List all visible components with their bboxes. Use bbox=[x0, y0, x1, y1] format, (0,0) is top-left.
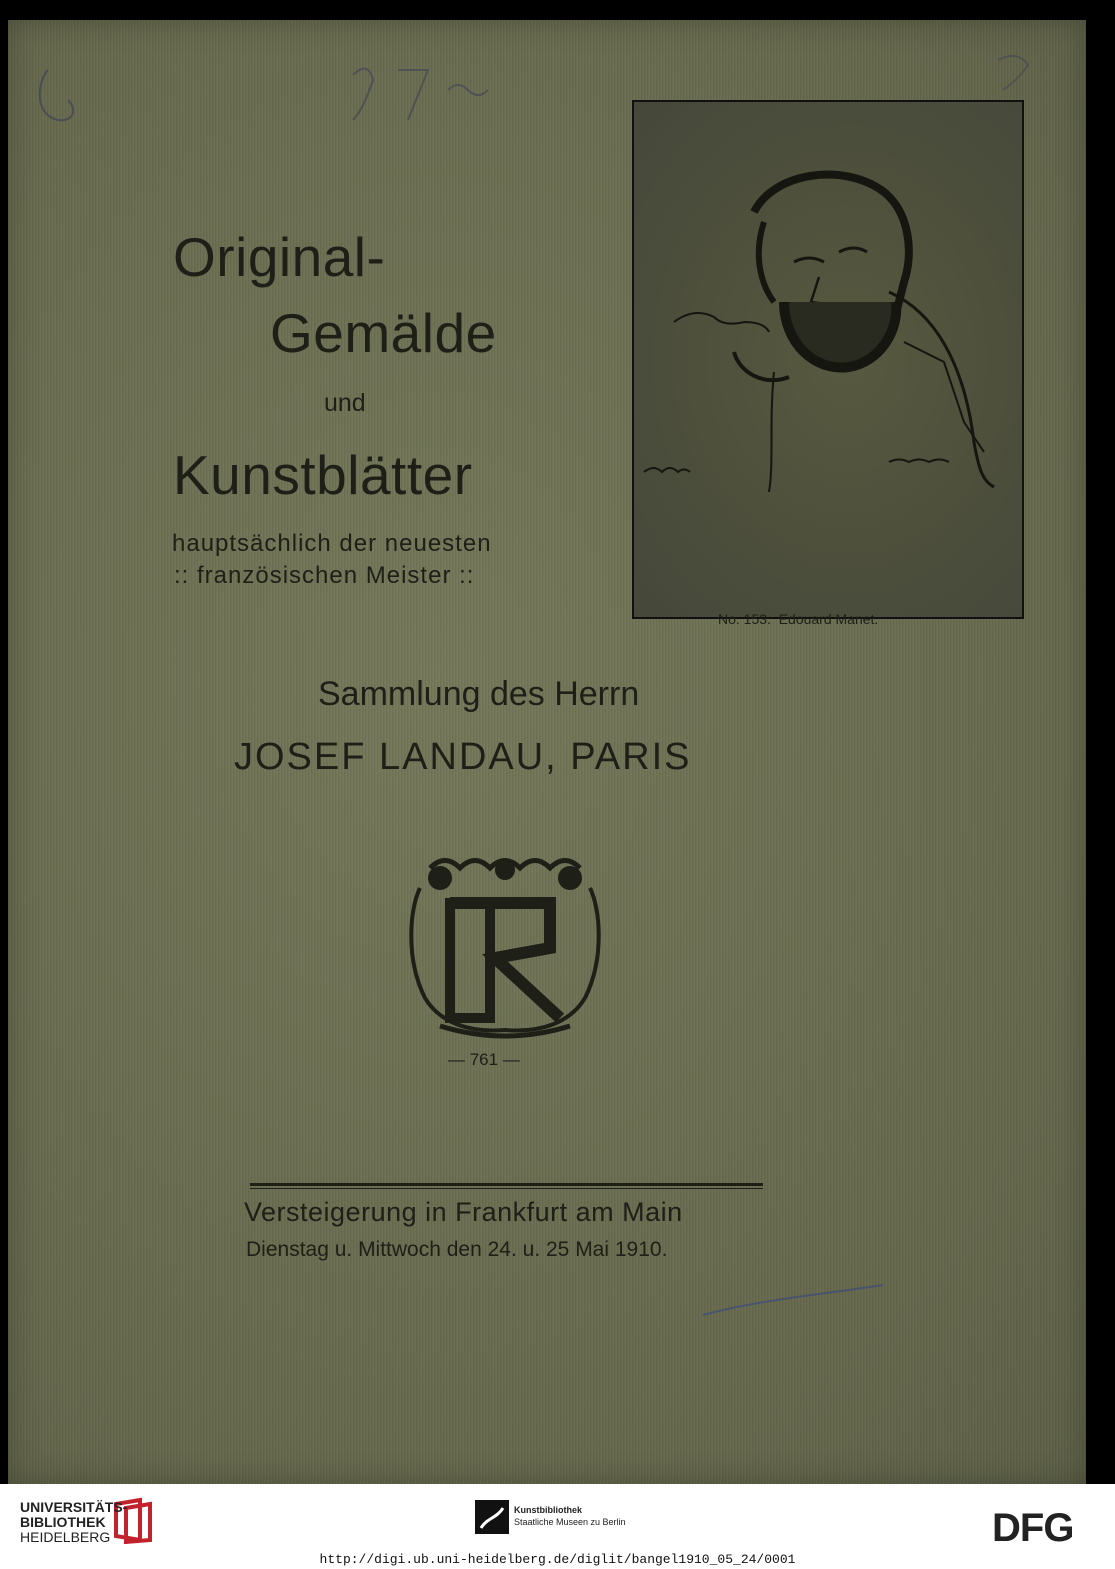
title-line-1: Original- bbox=[173, 226, 386, 288]
page-url[interactable]: http://digi.ub.uni-heidelberg.de/diglit/bangel1910_05_24/0001 bbox=[319, 1552, 796, 1567]
dfg-logo: DFG bbox=[992, 1506, 1074, 1550]
divider-rule bbox=[250, 1183, 763, 1186]
collection-owner: JOSEF LANDAU, PARIS bbox=[234, 736, 692, 778]
partner-line-2: Staatliche Museen zu Berlin bbox=[514, 1517, 626, 1527]
partner-line-1: Kunstbibliothek bbox=[514, 1505, 582, 1515]
subtitle-line-1: hauptsächlich der neuesten bbox=[172, 530, 492, 557]
catalog-number: — 761 — bbox=[448, 1050, 520, 1069]
divider-rule-thin bbox=[250, 1188, 763, 1189]
kunstbibliothek-logo-icon bbox=[475, 1500, 509, 1534]
library-line-3: HEIDELBERG bbox=[20, 1529, 111, 1545]
page-footer bbox=[0, 1484, 1115, 1569]
auction-dates: Dienstag u. Mittwoch den 24. u. 25 Mai 1910. bbox=[246, 1238, 668, 1261]
portrait-sketch bbox=[634, 102, 1022, 617]
collection-label: Sammlung des Herrn bbox=[318, 675, 640, 713]
partner-name bbox=[514, 1504, 626, 1528]
book-cover bbox=[8, 20, 1086, 1484]
library-line-1: UNIVERSITÄTS- bbox=[20, 1499, 128, 1515]
library-line-2: BIBLIOTHEK bbox=[20, 1514, 106, 1530]
portrait-caption: No. 153. Edouard Manet. bbox=[718, 611, 879, 627]
title-und: und bbox=[324, 389, 366, 417]
subtitle-line-2: :: französischen Meister :: bbox=[174, 562, 475, 589]
library-name bbox=[20, 1500, 127, 1545]
title-line-3: Kunstblätter bbox=[173, 444, 473, 506]
publisher-monogram-emblem bbox=[400, 848, 610, 1048]
manet-portrait bbox=[632, 100, 1024, 619]
pencil-stroke bbox=[698, 1280, 898, 1320]
auction-location: Versteigerung in Frankfurt am Main bbox=[244, 1197, 683, 1227]
title-line-2: Gemälde bbox=[270, 302, 497, 364]
